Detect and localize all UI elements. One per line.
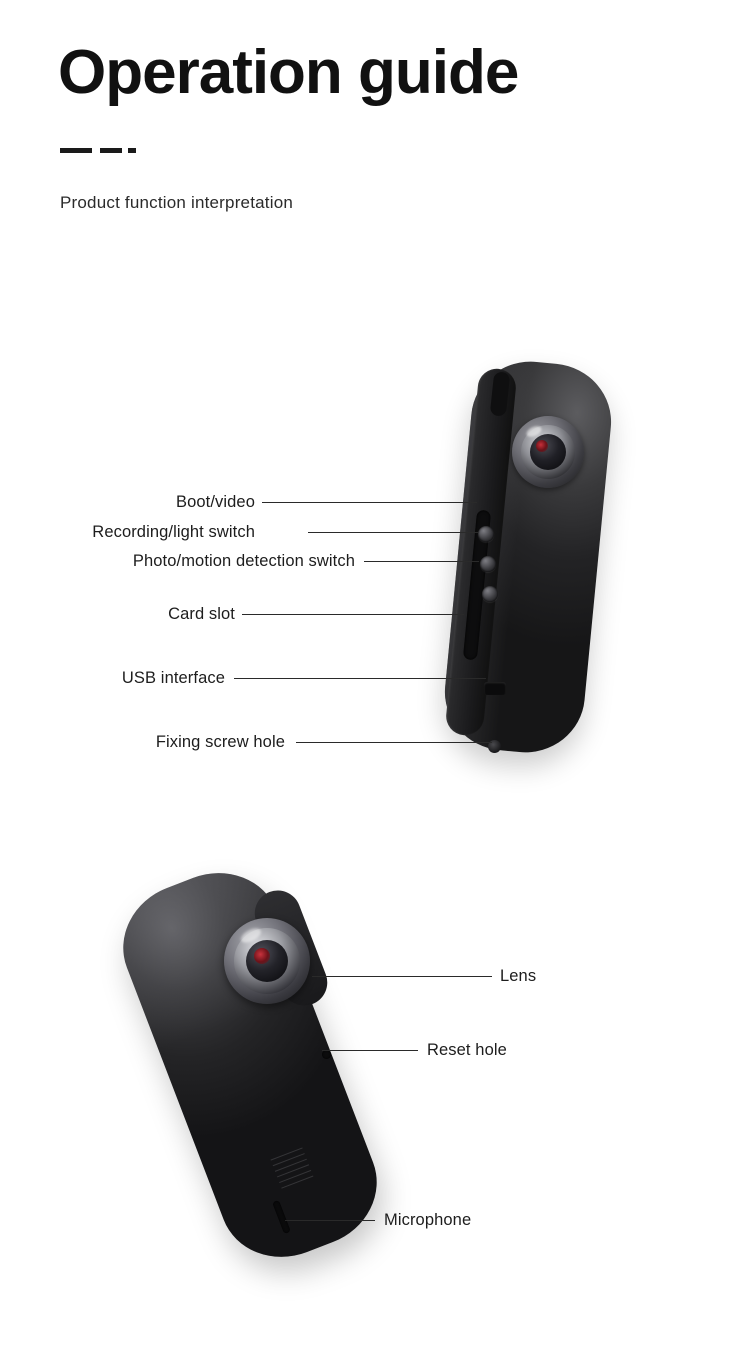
device-body <box>105 854 394 1275</box>
photo-motion-switch-button <box>482 586 498 602</box>
leader-line-card-slot <box>242 614 464 615</box>
device-side-illustration <box>440 340 620 760</box>
callout-label-reset-hole: Reset hole <box>427 1041 507 1059</box>
leader-line-photo-motion-switch <box>364 561 479 562</box>
callout-label-card-slot: Card slot <box>168 605 235 623</box>
leader-line-fixing-screw-hole <box>296 742 492 743</box>
front-view-figure <box>0 850 750 1320</box>
usb-interface-port <box>484 682 506 695</box>
boot-video-button <box>478 526 494 542</box>
lens-assembly <box>512 416 584 488</box>
callout-label-microphone: Microphone <box>384 1211 472 1229</box>
callout-label-photo-motion-switch: Photo/motion detection switch <box>132 552 355 570</box>
device-front-illustration <box>150 860 410 1290</box>
title-underline-decoration <box>60 148 142 158</box>
leader-line-lens <box>312 976 492 977</box>
reset-hole <box>322 1050 331 1059</box>
leader-line-usb-interface <box>234 678 486 679</box>
leader-line-reset-hole <box>322 1050 418 1051</box>
callout-label-lens: Lens <box>500 967 537 985</box>
recording-light-switch-button <box>480 556 496 572</box>
callout-label-usb-interface: USB interface <box>121 669 225 687</box>
lens-assembly <box>224 918 310 1004</box>
leader-line-recording-light-switch <box>308 532 478 533</box>
leader-line-boot-video <box>262 502 477 503</box>
callout-label-recording-light-switch: Recording/light switch <box>92 523 255 541</box>
side-view-figure <box>0 320 750 790</box>
callout-label-boot-video: Boot/video <box>176 493 255 511</box>
callout-label-fixing-screw-hole: Fixing screw hole <box>155 733 285 751</box>
page-subtitle: Product function interpretation <box>60 193 294 212</box>
leader-line-microphone <box>285 1220 375 1221</box>
page-title: Operation guide <box>58 38 519 107</box>
